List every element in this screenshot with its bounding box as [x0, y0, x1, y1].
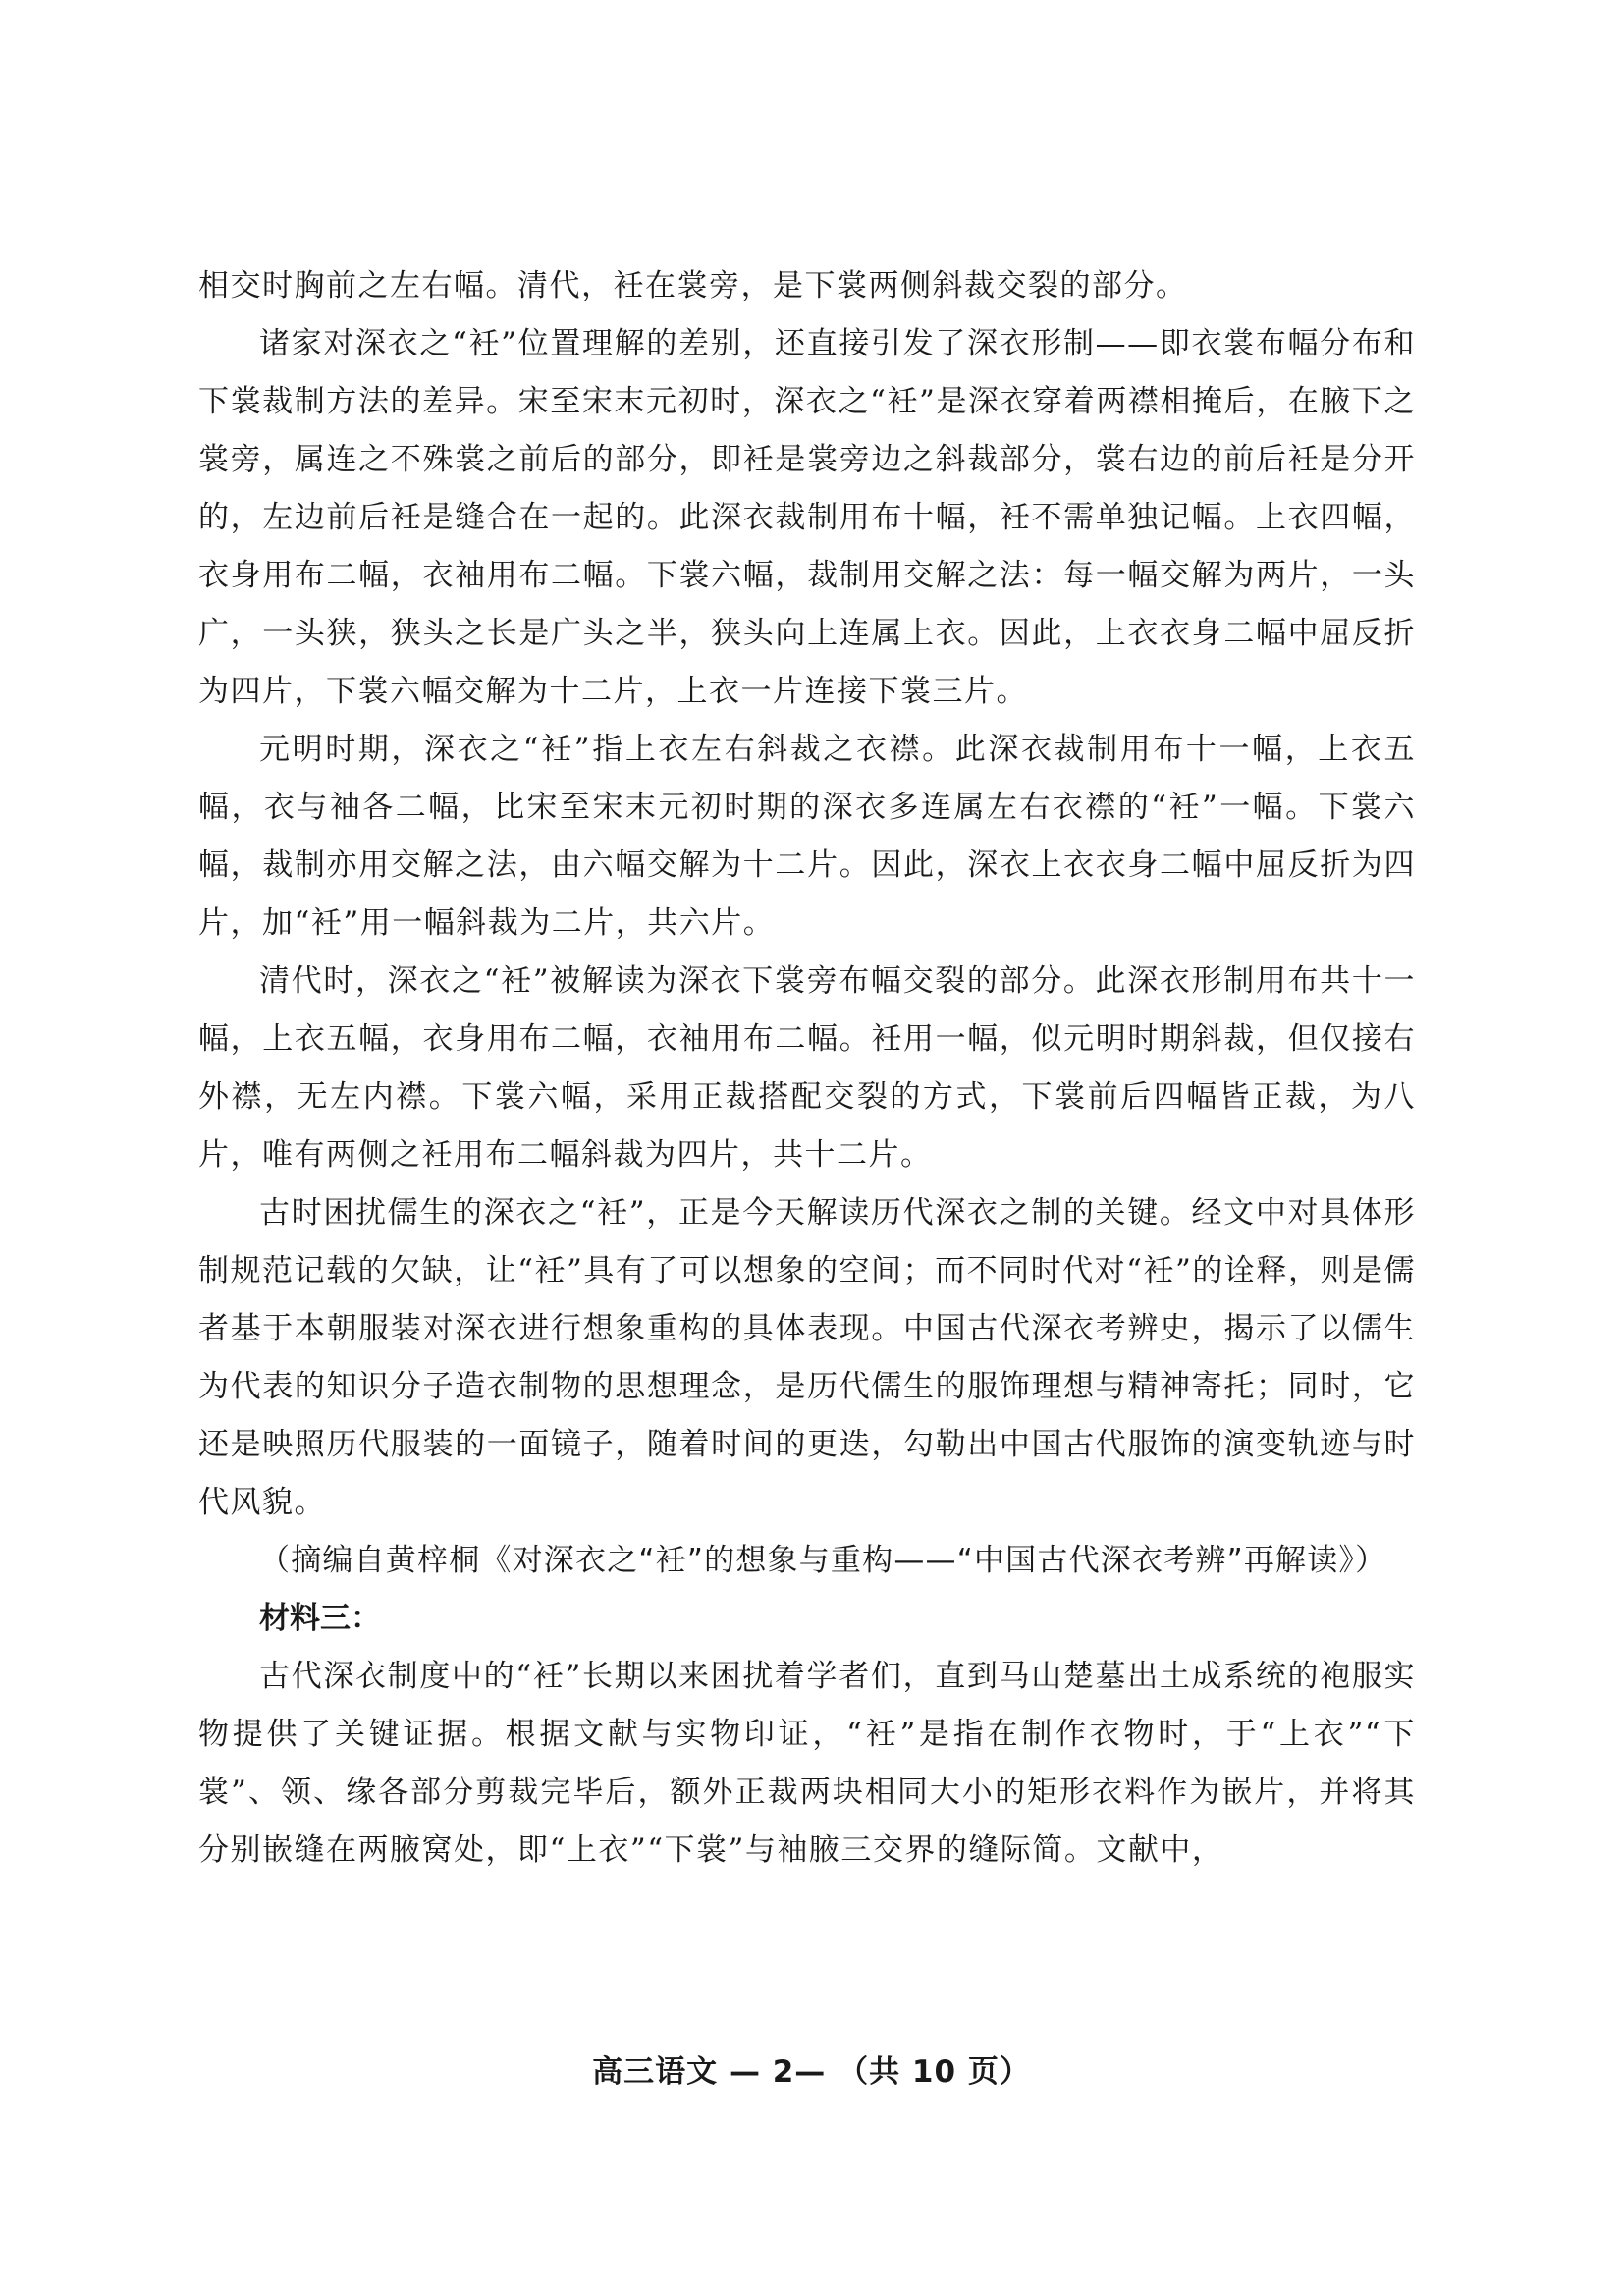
paragraph-ren-differences: 诸家对深衣之“衽”位置理解的差别，还直接引发了深衣形制——即衣裳布幅分布和下裳裁制方法的差异。宋至宋末元初时，深衣之“衽”是深衣穿着两襟相掩后，在腋下之裳旁，属连之不殊裳之前后的部分，即衽是裳旁边之斜裁部分，裳右边的前后衽是分开的，左边前后衽是缝合在一起的。此深衣裁制用布十幅，衽不需单独记幅。上衣四幅，衣身用布二幅，衣袖用布二幅。下裳六幅，裁制用交解之法：每一幅交解为两片，一头广，一头狭，狭头之长是广头之半，狭头向上连属上衣。因此，上衣衣身二幅中屈反折为四片，下裳六幅交解为十二片，上衣一片连接下裳三片。 [198, 326, 1416, 709]
material-three-heading: 材料三： [259, 1601, 381, 1636]
source-citation: （摘编自黄梓桐《对深衣之“衽”的想象与重构——“中国古代深衣考辨”再解读》） [259, 1543, 1387, 1578]
material-three-paragraph: 古代深衣制度中的“衽”长期以来困扰着学者们，直到马山楚墓出土成系统的袍服实物提供了关键证据。根据文献与实物印证，“衽”是指在制作衣物时，于“上衣”“下裳”、领、缘各部分剪裁完毕后，额外正裁两块相同大小的矩形衣料作为嵌片，并将其分别嵌缝在两腋窝处，即“上衣”“下裳”与袖腋三交界的缝际简。文献中， [198, 1659, 1416, 1868]
paragraph-conclusion: 古时困扰儒生的深衣之“衽”，正是今天解读历代深衣之制的关键。经文中对具体形制规范记载的欠缺，让“衽”具有了可以想象的空间；而不同时代对“衽”的诠释，则是儒者基于本朝服装对深衣进行想象重构的具体表现。中国古代深衣考辨史，揭示了以儒生为代表的知识分子造衣制物的思想理念，是历代儒生的服饰理想与精神寄托；同时，它还是映照历代服装的一面镜子，随着时间的更迭，勾勒出中国古代服饰的演变轨迹与时代风貌。 [198, 1195, 1416, 1520]
paragraph-continuation: 相交时胸前之左右幅。清代，衽在裳旁，是下裳两侧斜裁交裂的部分。 [198, 268, 1188, 303]
paragraph-yuan-ming: 元明时期，深衣之“衽”指上衣左右斜裁之衣襟。此深衣裁制用布十一幅，上衣五幅，衣与袖各二幅，比宋至宋末元初时期的深衣多连属左右衣襟的“衽”一幅。下裳六幅，裁制亦用交解之法，由六幅交解为十二片。因此，深衣上衣衣身二幅中屈反折为四片，加“衽”用一幅斜裁为二片，共六片。 [198, 732, 1416, 941]
paragraph-qing: 清代时，深衣之“衽”被解读为深衣下裳旁布幅交裂的部分。此深衣形制用布共十一幅，上衣五幅，衣身用布二幅，衣袖用布二幅。衽用一幅，似元明时期斜裁，但仅接右外襟，无左内襟。下裳六幅，采用正裁搭配交裂的方式，下裳前后四幅皆正裁，为八片，唯有两侧之衽用布二幅斜裁为四片，共十二片。 [198, 963, 1416, 1173]
text-body [198, 257, 1416, 1880]
page-footer: 高三语文 — 2— （共 10 页） [592, 2054, 1031, 2090]
